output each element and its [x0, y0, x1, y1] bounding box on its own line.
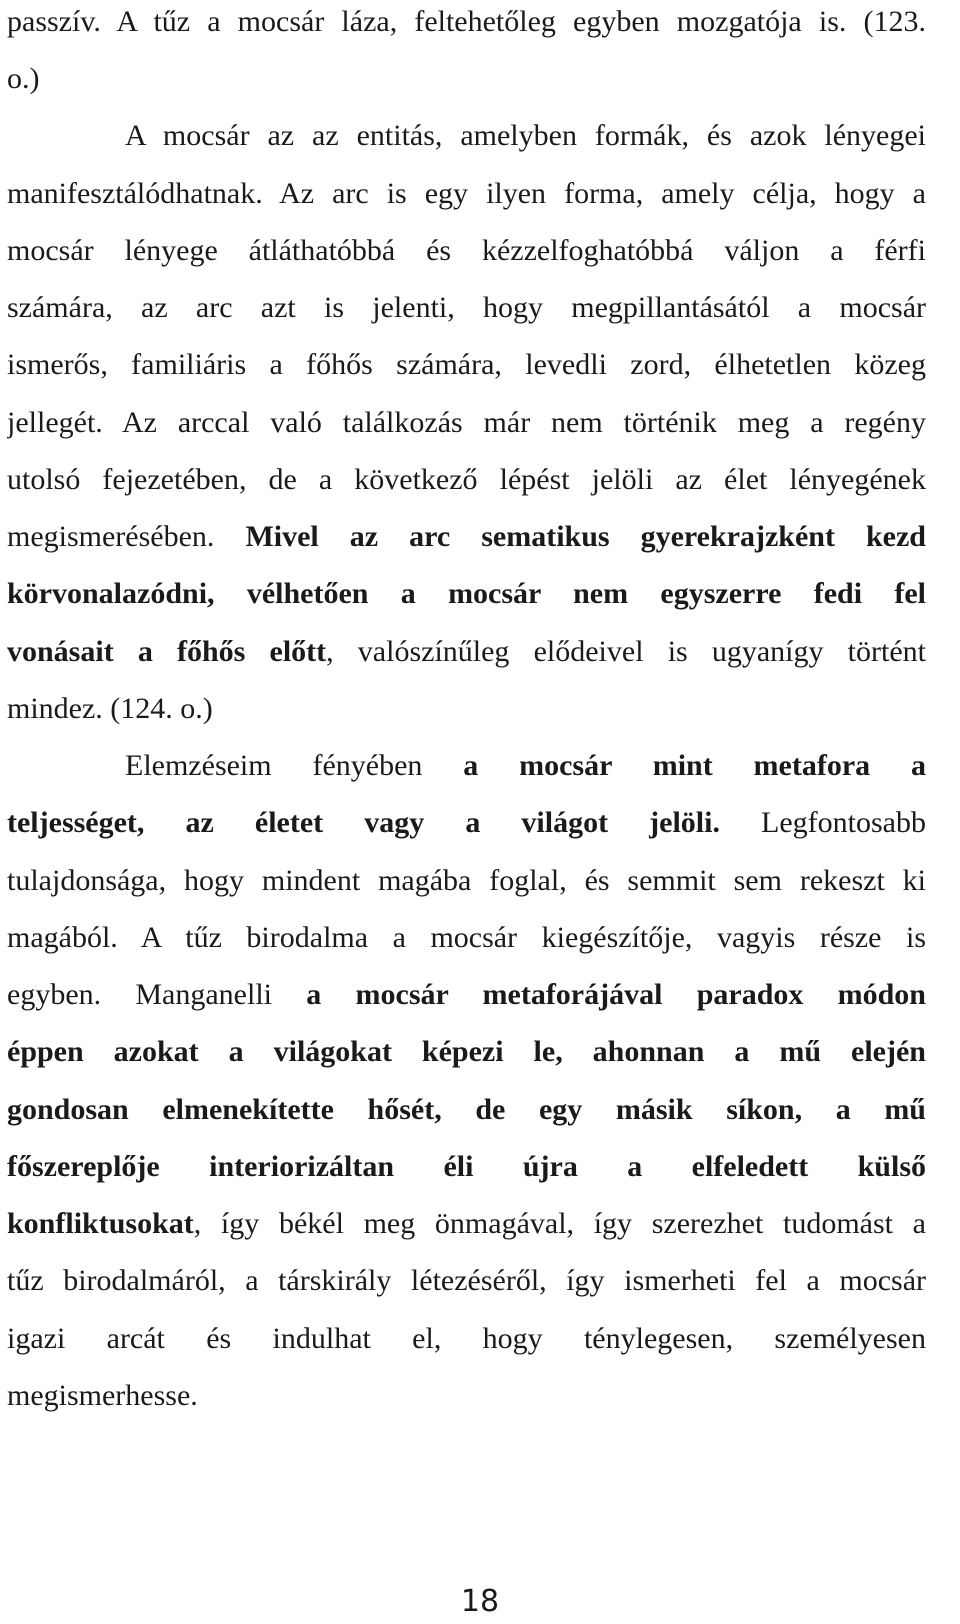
bold-text-run: a mocsár mint metafora a — [463, 749, 926, 782]
text-line — [7, 460, 926, 500]
bold-text-run: főszereplője interiorizáltan éli újra a elfeledett külső — [7, 1150, 926, 1183]
text-run: , így békél meg önmagával, így szerezhet tudomást a — [193, 1207, 926, 1240]
text-line — [7, 975, 926, 1015]
text-line — [7, 632, 926, 672]
text-run: utolsó fejezetében, de a következő lépést jelöli az élet lényegének — [7, 463, 926, 496]
text-run: igazi arcát és indulhat el, hogy ténylegesen, személyesen — [7, 1322, 926, 1355]
text-line — [7, 1032, 926, 1072]
text-run: egyben. Manganelli — [7, 978, 307, 1011]
bold-text-run: konfliktusokat — [7, 1207, 194, 1240]
bold-text-run: a mocsár metaforájával paradox módon — [306, 978, 926, 1011]
text-line — [7, 403, 926, 443]
text-line — [7, 574, 926, 614]
text-run: megismerhesse. — [7, 1379, 198, 1412]
text-run: számára, az arc azt is jelenti, hogy megpillantásától a mocsár — [7, 291, 926, 324]
page-number: 18 — [460, 1584, 500, 1619]
paragraph-first-line — [125, 116, 926, 156]
text-line — [7, 1261, 926, 1301]
text-run: manifesztálódhatnak. Az arc is egy ilyen forma, amely célja, hogy a — [7, 177, 926, 210]
paragraph-first-line — [125, 746, 926, 786]
text-line — [7, 1147, 926, 1187]
text-run: passzív. A tűz a mocsár láza, feltehetőleg egyben mozgatója is. (123. — [7, 5, 926, 38]
text-run: mocsár lényege átláthatóbbá és kézzelfoghatóbbá váljon a férfi — [7, 234, 926, 267]
text-line — [7, 803, 926, 843]
text-line — [7, 1319, 926, 1359]
text-run: megismerésében. — [7, 520, 246, 553]
text-line — [7, 231, 926, 271]
bold-text-run: vonásait a főhős előtt — [7, 635, 327, 668]
text-run: ismerős, familiáris a főhős számára, levedli zord, élhetetlen közeg — [7, 348, 926, 381]
text-run: mindez. (124. o.) — [7, 692, 213, 725]
text-run: tűz birodalmáról, a társkirály létezéséről, így ismerheti fel a mocsár — [7, 1264, 926, 1297]
text-run: jellegét. Az arccal való találkozás már nem történik meg a regény — [7, 406, 926, 439]
bold-text-run: körvonalazódni, vélhetően a mocsár nem egyszerre fedi fel — [7, 577, 926, 610]
text-line — [7, 174, 926, 214]
text-line — [7, 1376, 926, 1416]
text-run: , valószínűleg elődeivel is ugyanígy történt — [326, 635, 926, 668]
text-run: magából. A tűz birodalma a mocsár kiegészítője, vagyis része is — [7, 921, 926, 954]
text-line — [7, 861, 926, 901]
text-line — [7, 918, 926, 958]
bold-text-run: Mivel az arc sematikus gyerekrajzként kezd — [245, 520, 926, 553]
text-line — [7, 689, 926, 729]
text-line — [7, 288, 926, 328]
text-line — [7, 345, 926, 385]
text-line — [7, 1090, 926, 1130]
bold-text-run: gondosan elmenekítette hősét, de egy másik síkon, a mű — [7, 1093, 926, 1126]
text-run: A mocsár az az entitás, amelyben formák, és azok lényegei — [125, 119, 926, 152]
text-line — [7, 2, 926, 42]
text-run: tulajdonsága, hogy mindent magába foglal, és semmit sem rekeszt ki — [7, 864, 926, 897]
text-run: Elemzéseim fényében — [125, 749, 464, 782]
text-line — [7, 59, 926, 99]
text-run: o.) — [7, 62, 40, 95]
text-run: Legfontosabb — [719, 806, 926, 839]
text-line — [7, 517, 926, 557]
bold-text-run: éppen azokat a világokat képezi le, ahonnan a mű elején — [7, 1035, 926, 1068]
text-line — [7, 1204, 926, 1244]
bold-text-run: teljességet, az életet vagy a világot jelöli. — [7, 806, 720, 839]
